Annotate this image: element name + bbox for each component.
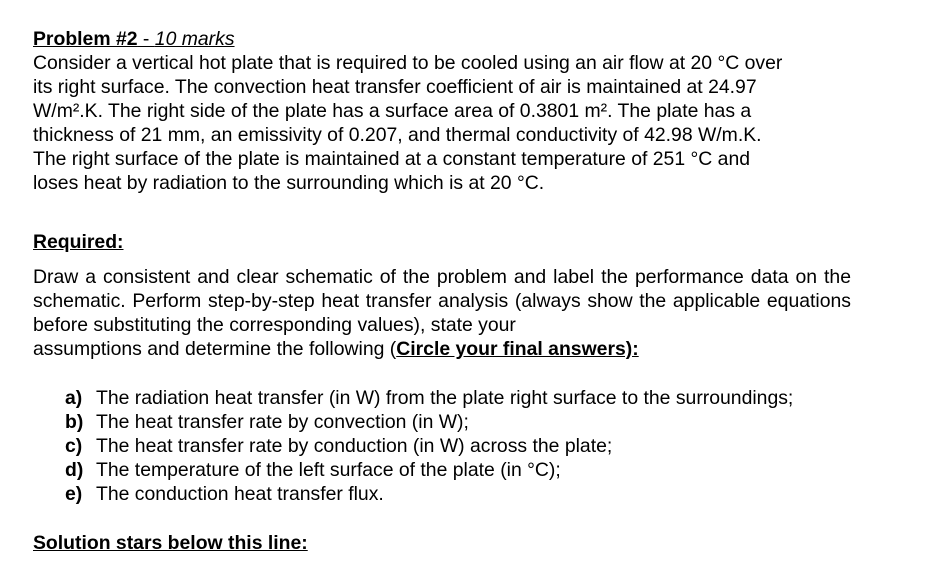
required-heading: Required: [33,231,124,253]
item-text: The heat transfer rate by convection (in W); [96,411,469,433]
required-items-list [65,386,851,506]
item-letter: e) [65,483,83,505]
problem-label: Problem #2 [33,28,138,50]
list-item [65,386,851,410]
required-text-main: Draw a consistent and clear schematic of the problem and label the performance data on the schematic. Perform step-by-step heat transfer analysis (always show the applicable equations before substituting the corresponding values), state your [33,266,851,336]
required-text-last-prefix: assumptions and determine the following ( [33,338,397,360]
statement-line: thickness of 21 mm, an emissivity of 0.207, and thermal conductivity of 42.98 W/m.K. [33,124,762,146]
item-text: The heat transfer rate by conduction (in W) across the plate; [96,435,613,457]
list-item [65,434,851,458]
statement-line: The right surface of the plate is maintained at a constant temperature of 251 °C and [33,148,751,170]
problem-heading [33,27,851,51]
list-item [65,458,851,482]
item-letter: a) [65,387,83,409]
document-page [33,27,851,555]
item-letter: c) [65,435,83,457]
item-letter: b) [65,411,84,433]
statement-line: W/m².K. The right side of the plate has a surface area of 0.3801 m². The plate has a [33,100,752,122]
required-text-last-line [33,337,851,361]
statement-line: Consider a vertical hot plate that is required to be cooled using an air flow at 20 °C over [33,52,783,74]
problem-marks: 10 marks [154,28,235,50]
list-item [65,410,851,434]
item-text: The radiation heat transfer (in W) from the plate right surface to the surroundings; [96,387,794,409]
problem-statement [33,51,851,195]
item-text: The temperature of the left surface of the plate (in °C); [96,459,561,481]
statement-line: its right surface. The convection heat transfer coefficient of air is maintained at 24.97 [33,76,757,98]
heading-separator: - [137,28,155,50]
solution-line: Solution stars below this line: [33,532,308,554]
required-instructions [33,265,851,361]
item-text: The conduction heat transfer flux. [96,483,384,505]
list-item [65,482,851,506]
statement-line: loses heat by radiation to the surrounding which is at 20 °C. [33,172,545,194]
item-letter: d) [65,459,84,481]
circle-answers-note: Circle your final answers): [396,338,639,360]
